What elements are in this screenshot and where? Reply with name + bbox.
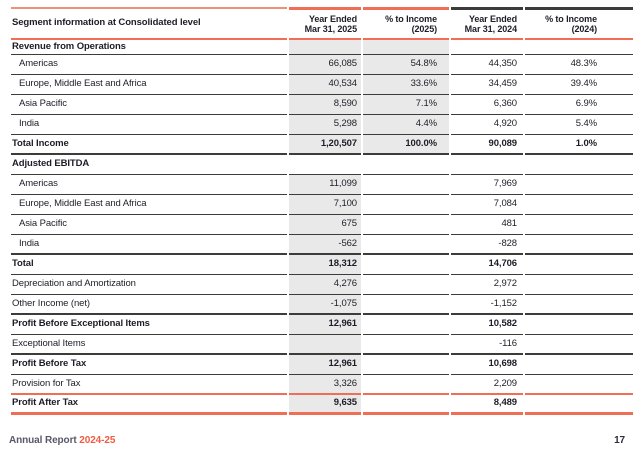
value-2024-cell: 90,089 (451, 135, 523, 155)
value-2025-cell: 5,298 (289, 115, 361, 135)
row-label-cell: Adjusted EBITDA (11, 155, 287, 175)
table-row (11, 75, 633, 95)
row-label-cell: Total (11, 255, 287, 275)
pct-2025-cell (363, 275, 449, 295)
pct-2024-cell (525, 235, 633, 255)
value-2024-cell: 7,084 (451, 195, 523, 215)
value-2024-cell: 4,920 (451, 115, 523, 135)
row-label-cell: Europe, Middle East and Africa (11, 75, 287, 95)
table-row (11, 235, 633, 255)
pct-2025-cell (363, 375, 449, 395)
row-label-cell: Asia Pacific (11, 95, 287, 115)
value-2025-cell: 3,326 (289, 375, 361, 395)
table-row (11, 315, 633, 335)
table-row (11, 395, 633, 415)
table-row (11, 295, 633, 315)
pct-2025-cell (363, 195, 449, 215)
row-label-cell: India (11, 235, 287, 255)
pct-2025-cell: 54.8% (363, 55, 449, 75)
value-2024-cell: 14,706 (451, 255, 523, 275)
row-label-cell: Europe, Middle East and Africa (11, 195, 287, 215)
table-row (11, 155, 633, 175)
pct-2024-cell: 39.4% (525, 75, 633, 95)
value-2024-cell: 10,582 (451, 315, 523, 335)
value-2025-cell: 66,085 (289, 55, 361, 75)
table-row (11, 95, 633, 115)
footer-report-title (9, 435, 115, 446)
value-2025-cell (289, 335, 361, 355)
pct-2024-cell (525, 175, 633, 195)
table-header (11, 7, 633, 40)
table-row (11, 275, 633, 295)
value-2024-cell: 34,459 (451, 75, 523, 95)
pct-2024-cell (525, 215, 633, 235)
value-2025-cell: 9,635 (289, 395, 361, 415)
table-row (11, 375, 633, 395)
pct-2025-cell (363, 295, 449, 315)
table-title: Segment information at Consolidated level (11, 7, 287, 40)
pct-2024-cell (525, 40, 633, 55)
value-2025-cell (289, 40, 361, 55)
value-2024-cell: -828 (451, 235, 523, 255)
table-row (11, 215, 633, 235)
pct-2024-cell (525, 355, 633, 375)
row-label-cell: Revenue from Operations (11, 40, 287, 55)
value-2025-cell: 40,534 (289, 75, 361, 95)
row-label-cell: Profit Before Exceptional Items (11, 315, 287, 335)
pct-2025-cell: 100.0% (363, 135, 449, 155)
table-row (11, 55, 633, 75)
page-footer (9, 435, 625, 446)
pct-2024-cell (525, 295, 633, 315)
table-row (11, 135, 633, 155)
value-2025-cell: 12,961 (289, 355, 361, 375)
pct-2024-cell: 1.0% (525, 135, 633, 155)
value-2024-cell: 6,360 (451, 95, 523, 115)
pct-2025-cell (363, 175, 449, 195)
pct-2025-cell: 33.6% (363, 75, 449, 95)
value-2025-cell (289, 155, 361, 175)
segment-information-table (9, 7, 635, 415)
row-label-cell: Asia Pacific (11, 215, 287, 235)
pct-2024-cell: 5.4% (525, 115, 633, 135)
pct-2025-cell: 4.4% (363, 115, 449, 135)
value-2025-cell: 11,099 (289, 175, 361, 195)
value-2024-cell: 481 (451, 215, 523, 235)
pct-2024-cell (525, 255, 633, 275)
table-row (11, 195, 633, 215)
value-2025-cell: 8,590 (289, 95, 361, 115)
pct-2025-cell (363, 335, 449, 355)
value-2025-cell: 18,312 (289, 255, 361, 275)
annual-report-label: Annual Report (9, 435, 77, 446)
row-label-cell: India (11, 115, 287, 135)
value-2024-cell: 2,209 (451, 375, 523, 395)
header-row (11, 7, 633, 40)
pct-2024-cell (525, 195, 633, 215)
pct-2025-cell: 7.1% (363, 95, 449, 115)
pct-2024-cell: 6.9% (525, 95, 633, 115)
pct-2025-cell (363, 255, 449, 275)
table-row (11, 255, 633, 275)
value-2024-cell: 44,350 (451, 55, 523, 75)
pct-2024-cell (525, 315, 633, 335)
pct-2025-cell (363, 155, 449, 175)
pct-2025-cell (363, 235, 449, 255)
value-2025-cell: 12,961 (289, 315, 361, 335)
table-row (11, 355, 633, 375)
row-label-cell: Exceptional Items (11, 335, 287, 355)
table-row (11, 40, 633, 55)
table-row (11, 175, 633, 195)
pct-2025-cell (363, 355, 449, 375)
row-label-cell: Total Income (11, 135, 287, 155)
table-row (11, 115, 633, 135)
row-label-cell: Depreciation and Amortization (11, 275, 287, 295)
pct-2024-cell (525, 335, 633, 355)
pct-2025-cell (363, 215, 449, 235)
report-year-label: 2024-25 (79, 435, 116, 446)
value-2024-cell: -116 (451, 335, 523, 355)
col-header-pct-income-2025: % to Income (2025) (363, 7, 449, 40)
pct-2025-cell (363, 395, 449, 415)
value-2024-cell: 10,698 (451, 355, 523, 375)
value-2025-cell: -562 (289, 235, 361, 255)
table-body (11, 40, 633, 415)
page-number: 17 (614, 435, 625, 446)
pct-2024-cell (525, 275, 633, 295)
row-label-cell: Other Income (net) (11, 295, 287, 315)
value-2025-cell: 1,20,507 (289, 135, 361, 155)
col-header-year-ended-2025: Year Ended Mar 31, 2025 (289, 7, 361, 40)
report-page (0, 7, 635, 452)
value-2024-cell: 7,969 (451, 175, 523, 195)
value-2025-cell: 4,276 (289, 275, 361, 295)
pct-2024-cell (525, 375, 633, 395)
pct-2024-cell (525, 155, 633, 175)
row-label-cell: Provision for Tax (11, 375, 287, 395)
col-header-pct-income-2024: % to Income (2024) (525, 7, 633, 40)
value-2024-cell (451, 155, 523, 175)
pct-2025-cell (363, 315, 449, 335)
value-2024-cell: -1,152 (451, 295, 523, 315)
pct-2024-cell (525, 395, 633, 415)
row-label-cell: Profit After Tax (11, 395, 287, 415)
value-2024-cell (451, 40, 523, 55)
value-2025-cell: 675 (289, 215, 361, 235)
pct-2024-cell: 48.3% (525, 55, 633, 75)
row-label-cell: Profit Before Tax (11, 355, 287, 375)
table-row (11, 335, 633, 355)
row-label-cell: Americas (11, 175, 287, 195)
value-2025-cell: -1,075 (289, 295, 361, 315)
value-2024-cell: 8,489 (451, 395, 523, 415)
value-2024-cell: 2,972 (451, 275, 523, 295)
col-header-year-ended-2024: Year Ended Mar 31, 2024 (451, 7, 523, 40)
row-label-cell: Americas (11, 55, 287, 75)
pct-2025-cell (363, 40, 449, 55)
value-2025-cell: 7,100 (289, 195, 361, 215)
